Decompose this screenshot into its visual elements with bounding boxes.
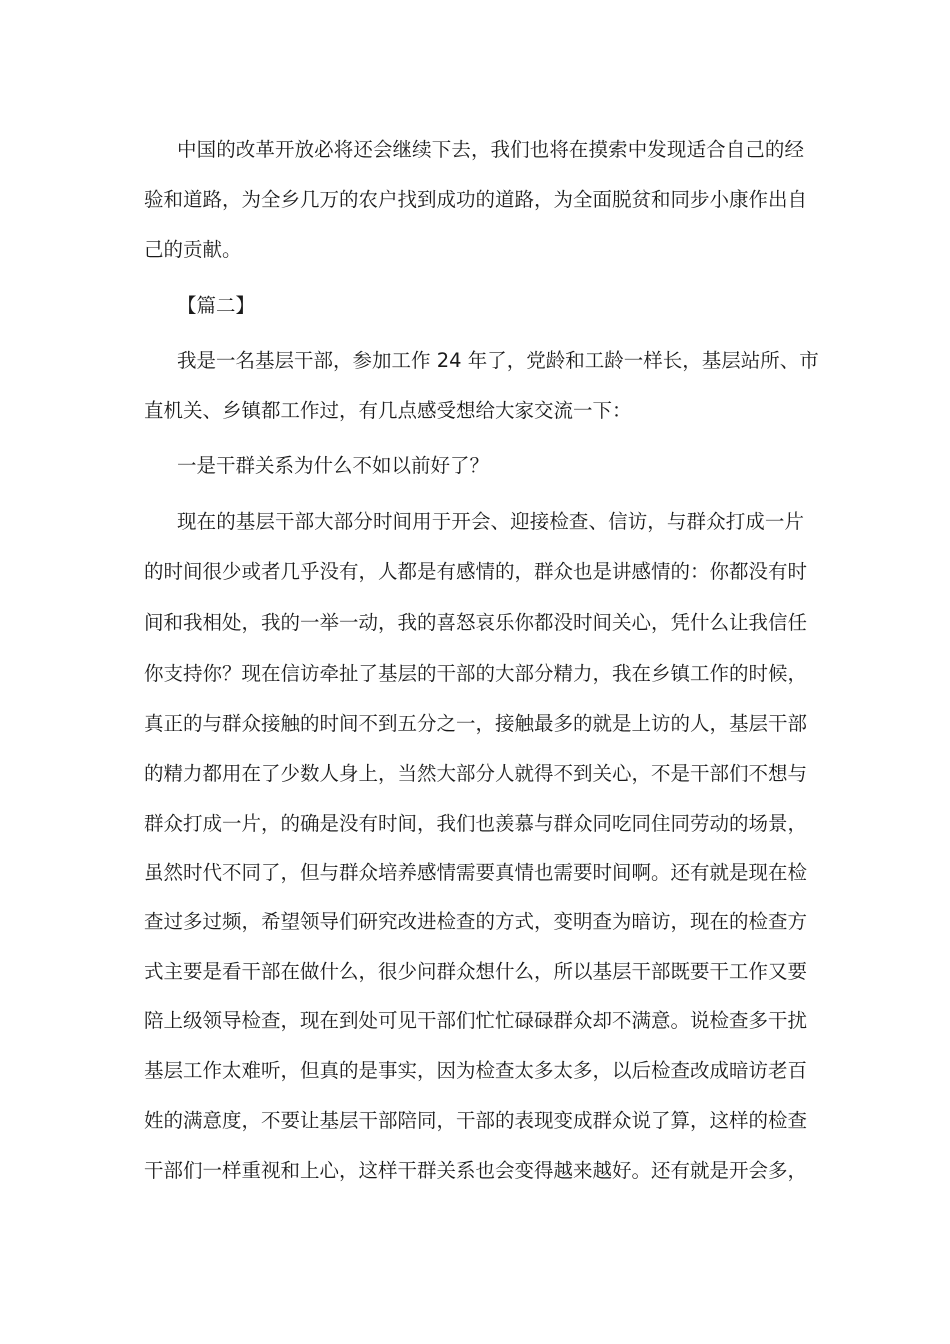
paragraph-1-line-3: 己的贡献。 (144, 238, 242, 261)
paragraph-2-line-1: 我是一名基层干部，参加工作 24 年了，党龄和工龄一样长，基层站所、市 (177, 349, 819, 372)
paragraph-4-line-10: 式主要是看干部在做什么，很少问群众想什么，所以基层干部既要干工作又要 (144, 960, 808, 983)
paragraph-4-line-13: 姓的满意度，不要让基层干部陪同，干部的表现变成群众说了算，这样的检查 (144, 1109, 808, 1132)
paragraph-4-line-14: 干部们一样重视和上心，这样干群关系也会变得越来越好。还有就是开会多， (144, 1159, 808, 1182)
paragraph-4-line-4: 你支持你？现在信访牵扯了基层的干部的大部分精力，我在乡镇工作的时候， (144, 662, 808, 685)
paragraph-1-line-1: 中国的改革开放必将还会继续下去，我们也将在摸索中发现适合自己的经 (177, 138, 804, 161)
paragraph-1-line-2: 验和道路，为全乡几万的农户找到成功的道路，为全面脱贫和同步小康作出自 (144, 188, 808, 211)
paragraph-4-line-11: 陪上级领导检查，现在到处可见干部们忙忙碌碌群众却不满意。说检查多干扰 (144, 1009, 808, 1032)
paragraph-4-line-9: 查过多过频，希望领导们研究改进检查的方式，变明查为暗访，现在的检查方 (144, 910, 808, 933)
paragraph-4-line-2: 的时间很少或者几乎没有，人都是有感情的，群众也是讲感情的：你都没有时 (144, 560, 808, 583)
paragraph-4-line-7: 群众打成一片，的确是没有时间，我们也羡慕与群众同吃同住同劳动的场景， (144, 812, 808, 835)
paragraph-4-line-8: 虽然时代不同了，但与群众培养感情需要真情也需要时间啊。还有就是现在检 (144, 861, 808, 884)
paragraph-3-line-1: 一是干群关系为什么不如以前好了？ (177, 454, 490, 477)
paragraph-4-line-12: 基层工作太难听，但真的是事实，因为检查太多太多，以后检查改成暗访老百 (144, 1059, 808, 1082)
paragraph-4-line-3: 间和我相处，我的一举一动，我的喜怒哀乐你都没时间关心，凭什么让我信任 (144, 611, 808, 634)
paragraph-4-line-5: 真正的与群众接触的时间不到五分之一，接触最多的就是上访的人，基层干部 (144, 712, 808, 735)
section-heading: 【篇二】 (177, 294, 256, 317)
paragraph-2-line-2: 直机关、乡镇都工作过，有几点感受想给大家交流一下： (144, 399, 632, 422)
paragraph-4-line-1: 现在的基层干部大部分时间用于开会、迎接检查、信访，与群众打成一片 (177, 510, 804, 533)
paragraph-4-line-6: 的精力都用在了少数人身上，当然大部分人就得不到关心，不是干部们不想与 (144, 762, 808, 785)
